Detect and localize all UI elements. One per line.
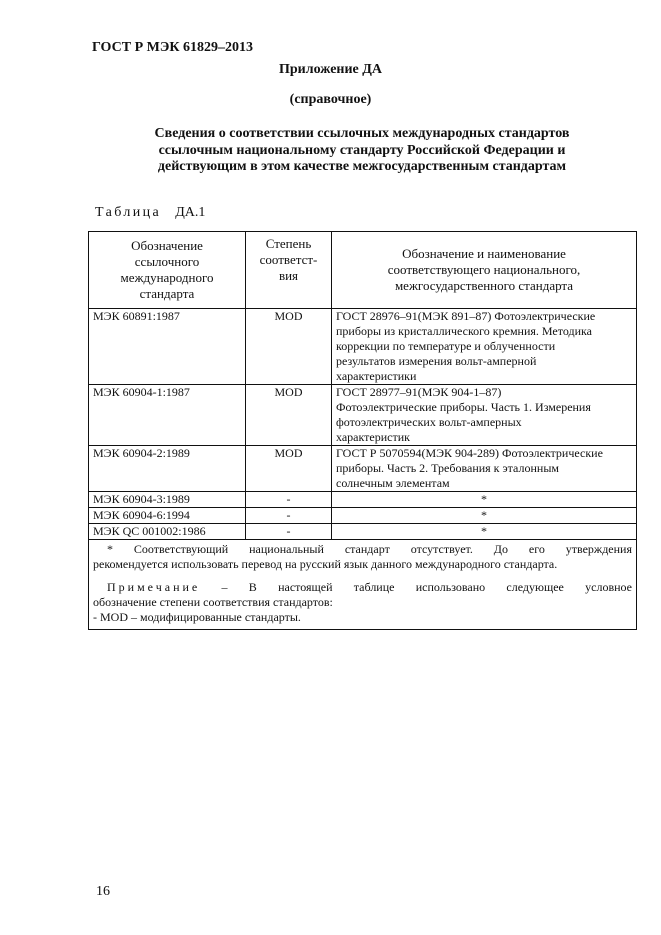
cell-national: * — [332, 524, 637, 540]
table-note: Примечание – В настоящей таблице использовано следующее условное обозначение степени соответствия стандартов: - MOD – модифицированные стандарты. — [93, 580, 633, 624]
cell-national: ГОСТ Р 5070594(МЭК 904-289) Фотоэлектрические приборы. Часть 2. Требования к эталонным солнечным элементам — [332, 446, 637, 492]
table-header-row — [89, 232, 637, 309]
table-label-number: ДА.1 — [175, 205, 206, 220]
table-row — [89, 492, 637, 508]
header-national-standard: Обозначение и наименование соответствующего национального, межгосударственного стандарта — [332, 232, 637, 309]
heading-line: действующим в этом качестве межгосударственным стандартам — [157, 159, 567, 174]
cell-reference: МЭК 60904-6:1994 — [89, 508, 246, 524]
cell-reference: МЭК QC 001002:1986 — [89, 524, 246, 540]
appendix-title: Приложение ДА — [278, 62, 383, 77]
appendix-subtitle: (справочное) — [289, 92, 372, 107]
table-row — [89, 508, 637, 524]
cell-reference: МЭК 60904-3:1989 — [89, 492, 246, 508]
table-footnote: * Соответствующий национальный стандарт отсутствует. До его утверждения рекомендуется использовать перевод на русский язык данного международного стандарта. — [93, 542, 632, 571]
heading-line: ссылочным национальному стандарту Российской Федерации и — [158, 142, 566, 158]
cell-degree: MOD — [246, 446, 332, 492]
cell-degree: - — [246, 508, 332, 524]
cell-degree: - — [246, 492, 332, 508]
cell-national: * — [332, 492, 637, 508]
header-degree: Степень соответст- вия — [246, 232, 332, 309]
note-word: Примечание — [107, 580, 201, 594]
cell-national: * — [332, 508, 637, 524]
table-label-word: Таблица — [95, 205, 162, 220]
cell-degree: MOD — [246, 309, 332, 385]
page-number: 16 — [96, 884, 110, 899]
heading-line: Сведения о соответствии ссылочных международных стандартов — [154, 126, 570, 141]
table-label — [95, 205, 205, 221]
document-standard-header: ГОСТ Р МЭК 61829–2013 — [92, 40, 253, 55]
table-row — [89, 385, 637, 446]
table-row — [89, 524, 637, 540]
correspondence-table — [88, 231, 637, 630]
cell-reference: МЭК 60904-1:1987 — [89, 385, 246, 446]
cell-national: ГОСТ 28976–91(МЭК 891–87) Фотоэлектрические приборы из кристаллического кремния. Методика коррекции по температуре и облученности результатов измерения вольт-амперной характеристики — [332, 309, 637, 385]
table-row — [89, 309, 637, 385]
table-row — [89, 446, 637, 492]
cell-degree: - — [246, 524, 332, 540]
cell-reference: МЭК 60891:1987 — [89, 309, 246, 385]
cell-degree: MOD — [246, 385, 332, 446]
appendix-heading — [92, 126, 632, 176]
cell-national: ГОСТ 28977–91(МЭК 904-1–87) Фотоэлектрические приборы. Часть 1. Измерения фотоэлектрических вольт-амперных характеристик — [332, 385, 637, 446]
header-reference-standard: Обозначение ссылочного международного стандарта — [89, 232, 246, 309]
table-footnote-row — [89, 540, 637, 630]
cell-reference: МЭК 60904-2:1989 — [89, 446, 246, 492]
